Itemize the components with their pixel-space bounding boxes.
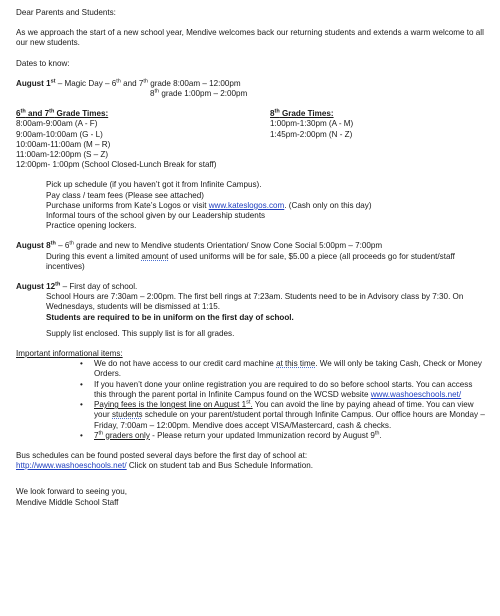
task-item: Pay class / team fees (Please see attached) [46,190,204,200]
bullet-icon: • [80,400,83,410]
bullet-icon: • [80,430,83,440]
grade67-time: 11:00am-12:00pm (S – Z) [16,150,109,160]
bullet-icon: • [80,379,83,389]
bullet-icon: • [80,359,83,369]
grade67-time: 10:00am-11:00am (M – R) [16,139,111,149]
item-text: If you haven’t done your online registration you are required to do so before school starts. You can access this through the parent portal in Infinite Campus found on the WCSD website [94,379,473,399]
item-text: . We will only be taking Cash, Check or Money Orders. [94,359,482,379]
intro-paragraph: As we approach the start of a new school year, Mendive welcomes back our returning students and extends a warm welcome to all our new students. [16,28,484,48]
aug1-label: August 1st [16,78,56,88]
grade67-times [16,109,270,170]
grade67-time: 9:00am-10:00am (G - L) [16,129,103,139]
grade-times [16,109,486,170]
grade8-times [270,109,486,170]
list-item [80,359,486,379]
magic-day-tasks [16,180,486,231]
grade67-heading: 6th and 7th Grade Times: [16,108,109,119]
item-text: Paying fees is the longest line on August 1st. [94,399,253,410]
aug1-detail: – Magic Day – 6th and 7th grade 8:00am – 12:00pm [55,78,241,88]
task-text: Purchase uniforms from Kate’s Logos or visit [46,200,209,210]
greeting: Dear Parents and Students: [16,8,116,17]
uniform-notice: Students are required to be in uniform on the first day of school. [46,312,294,322]
aug8-body [16,252,486,272]
aug1-line2: 8th grade 1:00pm – 2:00pm [150,88,248,99]
bus-schedule-link[interactable]: http://www.washoeschools.net/ [16,461,127,471]
bus-schedule-text: Bus schedules can be found posted several days before the first day of school at: [16,450,308,460]
supply-note: Supply list enclosed. This supply list is for all grades. [46,328,235,338]
task-text: . (Cash only on this day) [284,200,372,210]
item-text: - Please return your updated Immunization record by August 9th. [149,430,382,440]
closing-line: We look forward to seeing you, [16,487,127,497]
grade8-time: 1:45pm-2:00pm (N - Z) [270,129,353,139]
signature: Mendive Middle School Staff [16,497,119,507]
important-heading: Important informational items: [16,349,123,359]
task-item: Informal tours of the school given by our Leadership students [46,211,266,221]
kateslogos-link[interactable]: www.kateslogos.com [208,200,285,210]
grade67-time: 8:00am-9:00am (A - F) [16,119,98,129]
aug12-label: August 12th [16,281,61,292]
aug8-text: During this event a limited [46,251,142,261]
grade8-time: 1:00pm-1:30pm (A - M) [270,119,354,129]
school-hours: School Hours are 7:30am – 2:00pm. The first bell rings at 7:23am. Students need to be in Advisory class by 7:30. On Wednesdays, students will be dismissed at 1:15. [46,292,464,312]
list-item [80,379,486,400]
aug12-line [16,282,486,292]
dates-heading: Dates to know: [16,58,70,68]
list-item [80,430,486,441]
grade8-heading: 8th Grade Times: [270,108,334,119]
aug1-line [16,79,486,89]
list-item [80,399,486,431]
aug8-detail: – 6th grade and new to Mendive students Orientation/ Snow Cone Social 5:00pm – 7:00pm [55,240,383,251]
item-text: at this time [276,359,316,369]
task-item [46,201,486,211]
important-list [16,359,486,441]
aug8-label: August 8th [16,240,56,251]
item-text: We do not have access to our credit card machine [94,359,277,369]
aug8-text: of used uniforms will be for sale, $5.00 a piece (all proceeds go for student/staff incentives) [46,251,455,271]
washoeschools-link[interactable]: www.washoeschools.net/ [370,389,462,399]
grade67-time: 12:00pm- 1:00pm (School Closed-Lunch Break for staff) [16,160,217,170]
task-item: Practice opening lockers. [46,221,137,231]
aug12-detail: – First day of school. [60,282,138,292]
item-text: schedule on your parent/student portal through Infinite Campus. Our office hours are Monday – Friday, 7:00am – 12:00pm. Mendive does accept VISA/Mastercard, cash & checks. [94,410,485,430]
bus-schedule-link-line [16,461,486,471]
item-text: students [112,410,143,420]
task-item: Pick up schedule (if you haven’t got it from Infinite Campus). [46,180,262,190]
aug8-text: amount [141,251,169,261]
item-text: 7th graders only [94,430,150,440]
item-text: You can avoid the line by paying ahead of time. You can view your [94,400,474,420]
bus-schedule-post: Click on student tab and Bus Schedule Information. [126,461,313,471]
aug8-line [16,241,486,251]
